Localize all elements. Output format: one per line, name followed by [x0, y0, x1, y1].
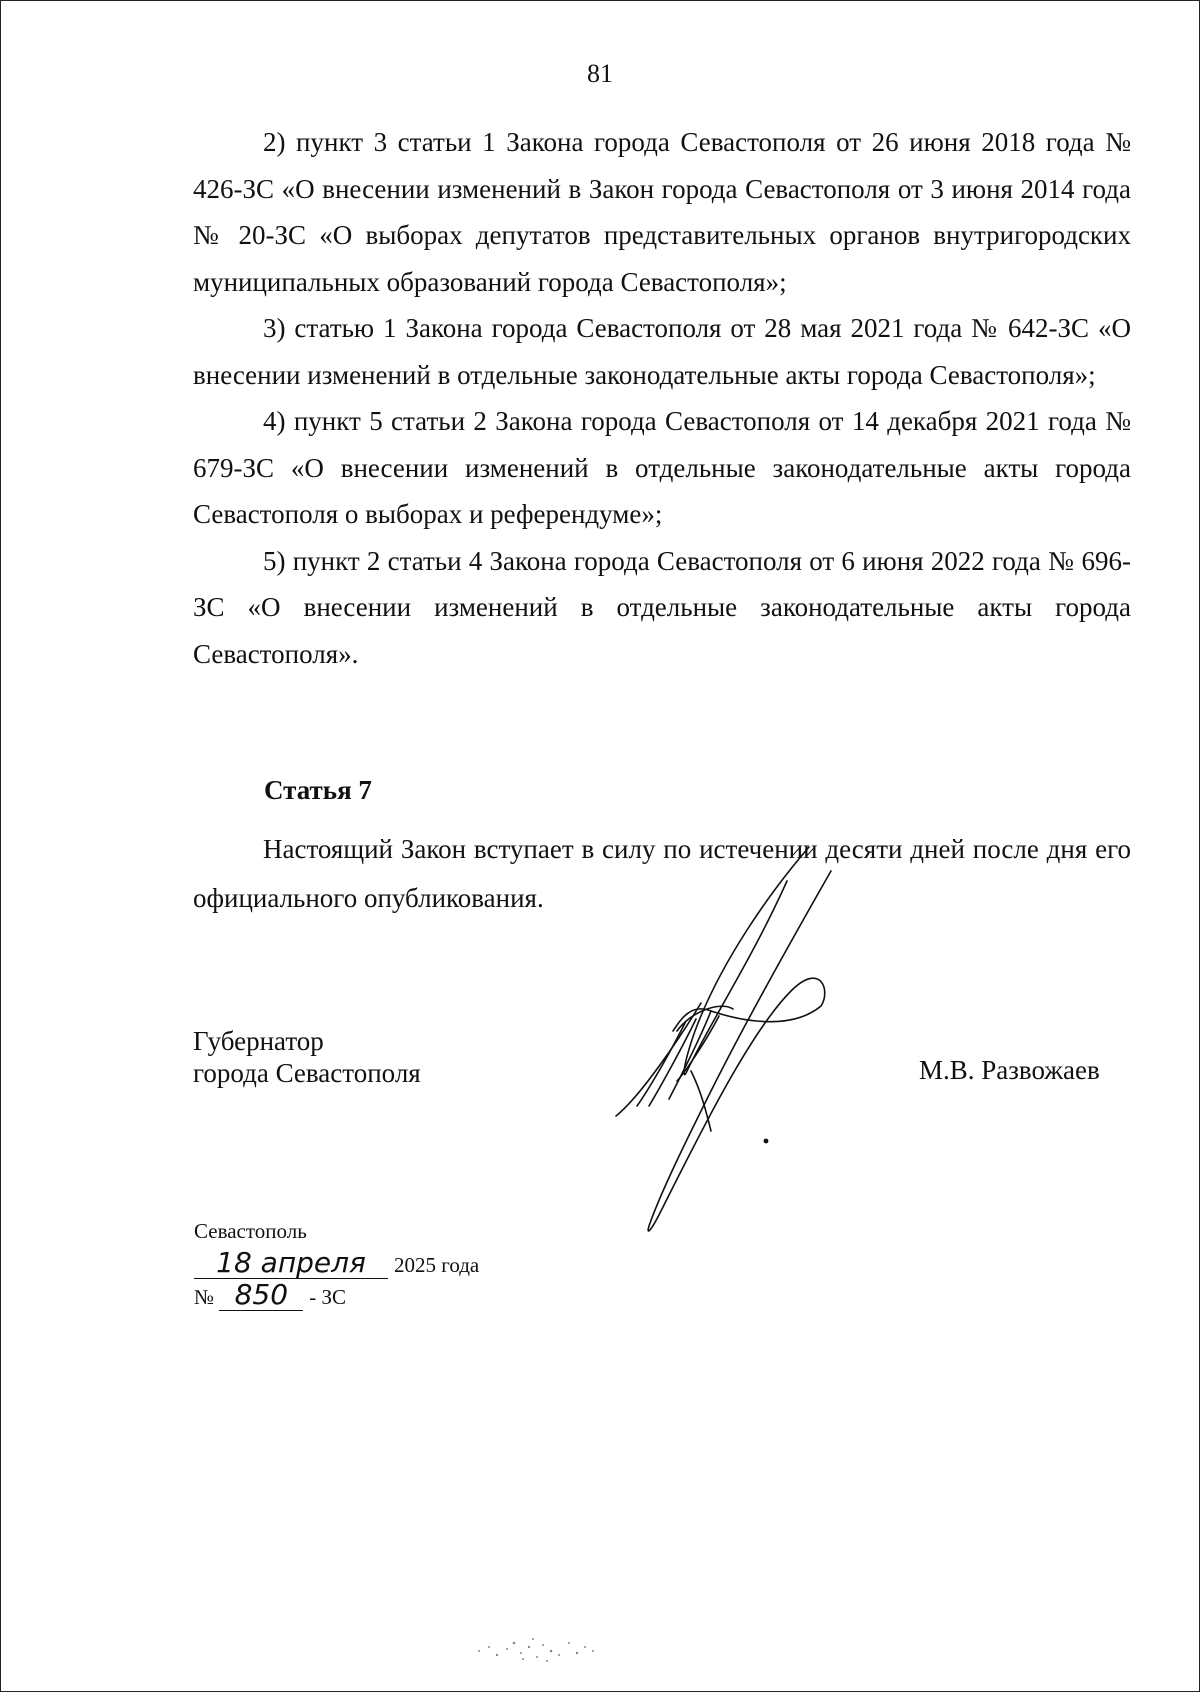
handwritten-signature	[601, 831, 861, 1281]
number-prefix: №	[194, 1285, 215, 1309]
page-number: 81	[587, 59, 613, 88]
number-handwritten: 850	[219, 1280, 303, 1311]
scan-noise-mark	[459, 1629, 609, 1669]
article-paragraph: Настоящий Закон вступает в силу по истечении десяти дней после дня его официального опубликования.	[193, 834, 1131, 913]
governor-title-line2: города Севастополя	[193, 1058, 421, 1088]
article-heading: Статья 7	[264, 775, 372, 805]
date-line	[194, 1248, 479, 1279]
governor-name: М.В. Развожаев	[919, 1055, 1100, 1085]
list-item: 4) пункт 5 статьи 2 Закона города Севастополя от 14 декабря 2021 года № 679-ЗС «О внесении изменений в отдельные законодательные акты города Севастополя о выборах и референдуме»;	[193, 406, 1131, 529]
number-suffix: - ЗС	[309, 1285, 347, 1309]
year-label: 2025 года	[394, 1253, 480, 1277]
city-label: Севастополь	[194, 1219, 307, 1243]
amendments-list	[193, 119, 1131, 677]
governor-title-line1: Губернатор	[193, 1026, 324, 1056]
date-handwritten: 18 апреля	[194, 1248, 388, 1279]
governor-title	[193, 1025, 421, 1089]
list-item: 5) пункт 2 статьи 4 Закона города Севастополя от 6 июня 2022 года № 696-ЗС «О внесении изменений в отдельные законодательные акты города Севастополя».	[193, 545, 1131, 669]
law-number-line	[194, 1280, 346, 1311]
list-item: 3) статью 1 Закона города Севастополя от 28 мая 2021 года № 642-ЗС «О внесении изменений в отдельные законодательные акты города Севастополя»;	[193, 313, 1131, 390]
list-item: 2) пункт 3 статьи 1 Закона города Севастополя от 26 июня 2018 года № 426-ЗС «О внесении изменений в Закон города Севастополя от 3 июня 2014 года № 20-ЗС «О выборах депутатов представительных органов внутригородских муниципальных образований города Севастополя»;	[193, 127, 1131, 297]
